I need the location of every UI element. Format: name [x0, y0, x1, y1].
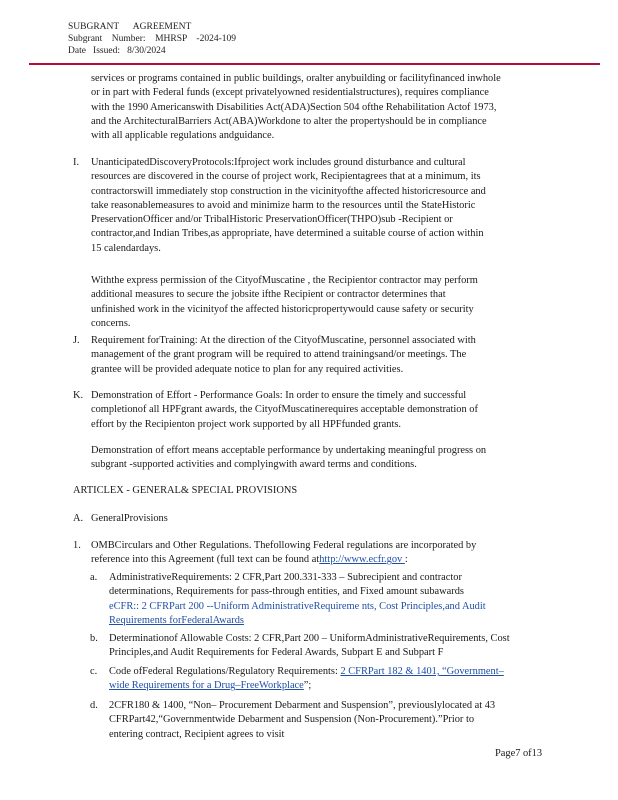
section-k-text	[91, 389, 571, 432]
text-line: entering contract, Recipient agrees to visit	[109, 728, 285, 740]
text-line: Requirement forTraining: At the direction of the CityofMuscatine, personnel associated with	[91, 335, 476, 346]
text-line: PreservationOfficer and/or TribalHistoric PreservationOfficer(THPO)sub -Recipient or	[91, 214, 453, 226]
header-title: SUBGRANT AGREEMENT	[68, 22, 192, 32]
section-marker: I.	[73, 157, 80, 168]
sub-item-marker: a.	[90, 572, 98, 583]
sub-item-d-text	[109, 699, 571, 742]
text-line: UnanticipatedDiscoveryProtocols:Ifproject work includes ground disturbance and cultural	[91, 157, 466, 168]
header-date-issued: Date Issued: 8/30/2024	[68, 46, 166, 56]
text-segment: :	[404, 554, 408, 566]
text-line: Demonstration of effort means acceptable performance by undertaking meaningful progress on	[91, 445, 487, 456]
sub-item-b-text	[109, 632, 571, 661]
text-line: unfinished work in the vicinityof the affected historicpropertywould cause safety or security	[91, 303, 474, 315]
section-a-label: GeneralProvisions	[91, 513, 168, 524]
text-line: or in part with Federal funds (except privatelyowned residentialstructures), requires compliance	[91, 87, 489, 99]
text-line	[91, 553, 571, 567]
text-line: CFRPart42,“Governmentwide Debarment and Suspension (Non-Procurement).”Prior to	[109, 714, 475, 726]
document-header	[68, 21, 236, 57]
item-marker: 1.	[73, 540, 81, 551]
text-line	[109, 679, 571, 693]
sub-item-marker: d.	[90, 700, 98, 711]
header-subgrant-number: Subgrant Number: MHRSP -2024-109	[68, 34, 237, 44]
ecfr-part-200-link[interactable]: eCFR:: 2 CFRPart 200 --Uniform AdministrativeRequireme nts, Cost Principles,and Audit	[109, 600, 486, 612]
text-line	[109, 665, 571, 679]
text-line: with the 1990 Americanswith Disabilities Act(ADA)Section 504 ofthe Rehabilitation Actof 1973,	[91, 101, 497, 113]
page-number: Page7 of13	[495, 748, 543, 759]
text-line: with all applicable regulations andguidance.	[91, 130, 275, 142]
text-line: additional measures to secure the jobsite ifthe Recipient or contractor determines that	[91, 289, 446, 301]
drug-free-workplace-link-continued[interactable]: wide Requirements for a Drug–FreeWorkplace	[109, 680, 304, 692]
text-line: Determinationof Allowable Costs: 2 CFR,Part 200 – UniformAdministrativeRequirements, Cost	[109, 633, 510, 644]
text-line: Demonstration of Effort - Performance Goals: In order to ensure the timely and successful	[91, 390, 467, 401]
text-segment: reference into this Agreement (full text can be found at	[91, 554, 320, 566]
text-segment: Code ofFederal Regulations/Regulatory Requirements:	[109, 666, 341, 677]
text-line: grantee will be provided adequate notice to plan for any required activities.	[91, 363, 404, 375]
section-j-text	[91, 334, 571, 377]
section-i-followup	[91, 274, 571, 331]
text-segment: ”;	[303, 680, 312, 692]
text-line: contractorswill immediately stop construction in the vicinityofthe affected historicresource and	[91, 185, 486, 197]
intro-paragraph	[91, 72, 571, 143]
text-line: determinations, Requirements for pass-through entities, and Fixed amount subawards	[109, 586, 464, 598]
section-i-text	[91, 156, 571, 256]
text-line: and the ArchitecturalBarriers Act(ABA)Workdone to alter the propertyshould be in compliance	[91, 115, 487, 127]
text-line: contractor,and Indian Tribes,as appropriate, have determined a suitable course of action within	[91, 228, 484, 240]
section-marker: K.	[73, 390, 84, 401]
text-line: subgrant -supported activities and complyingwith award terms and conditions.	[91, 459, 417, 471]
text-line: services or programs contained in public buildings, oralter anybuilding or facilityfinanced inwhole	[91, 73, 501, 84]
text-line: effort by the Recipienton project work supported by all HPFfunded grants.	[91, 418, 402, 430]
text-line: completionof all HPFgrant awards, the CityofMuscatinerequires acceptable demonstration of	[91, 404, 478, 416]
text-line: take reasonablemeasures to avoid and minimize harm to the resources until the StateHistoric	[91, 199, 476, 211]
section-marker: A.	[73, 513, 84, 524]
text-line: management of the grant program will be required to attend trainingsand/or meetings. The	[91, 349, 467, 361]
text-line: Withthe express permission of the CityofMuscatine , the Recipientor contractor may perform	[91, 275, 478, 286]
text-line: Principles,and Audit Requirements for Federal Awards, Subpart E and Subpart F	[109, 647, 444, 659]
sub-item-marker: c.	[90, 666, 98, 677]
text-line: 15 calendardays.	[91, 242, 161, 254]
text-line: concerns.	[91, 317, 131, 329]
text-line: OMBCirculars and Other Regulations. Thefollowing Federal regulations are incorporated by	[91, 540, 477, 551]
article-heading: ARTICLEX - GENERAL& SPECIAL PROVISIONS	[73, 485, 298, 496]
text-line: AdministrativeRequirements: 2 CFR,Part 200.331-333 – Subrecipient and contractor	[109, 572, 462, 583]
drug-free-workplace-link[interactable]: 2 CFRPart 182 & 1401, “Government–	[340, 666, 504, 677]
section-k-followup	[91, 444, 571, 473]
item-1-text	[91, 539, 571, 568]
sub-item-marker: b.	[90, 633, 98, 644]
ecfr-link[interactable]: http://www.ecfr.gov	[319, 554, 405, 566]
header-divider	[29, 63, 600, 65]
ecfr-part-200-link-continued[interactable]: Requirements forFederalAwards	[109, 614, 244, 626]
text-line: 2CFR180 & 1400, “Non– Procurement Debarment and Suspension”, previouslylocated at 43	[109, 700, 496, 711]
section-marker: J.	[73, 335, 80, 346]
sub-item-a-text	[109, 571, 571, 628]
sub-item-c-text	[109, 665, 571, 694]
text-line: resources are discovered in the course of project work, Recipientagrees that at a minimum, its	[91, 171, 481, 183]
